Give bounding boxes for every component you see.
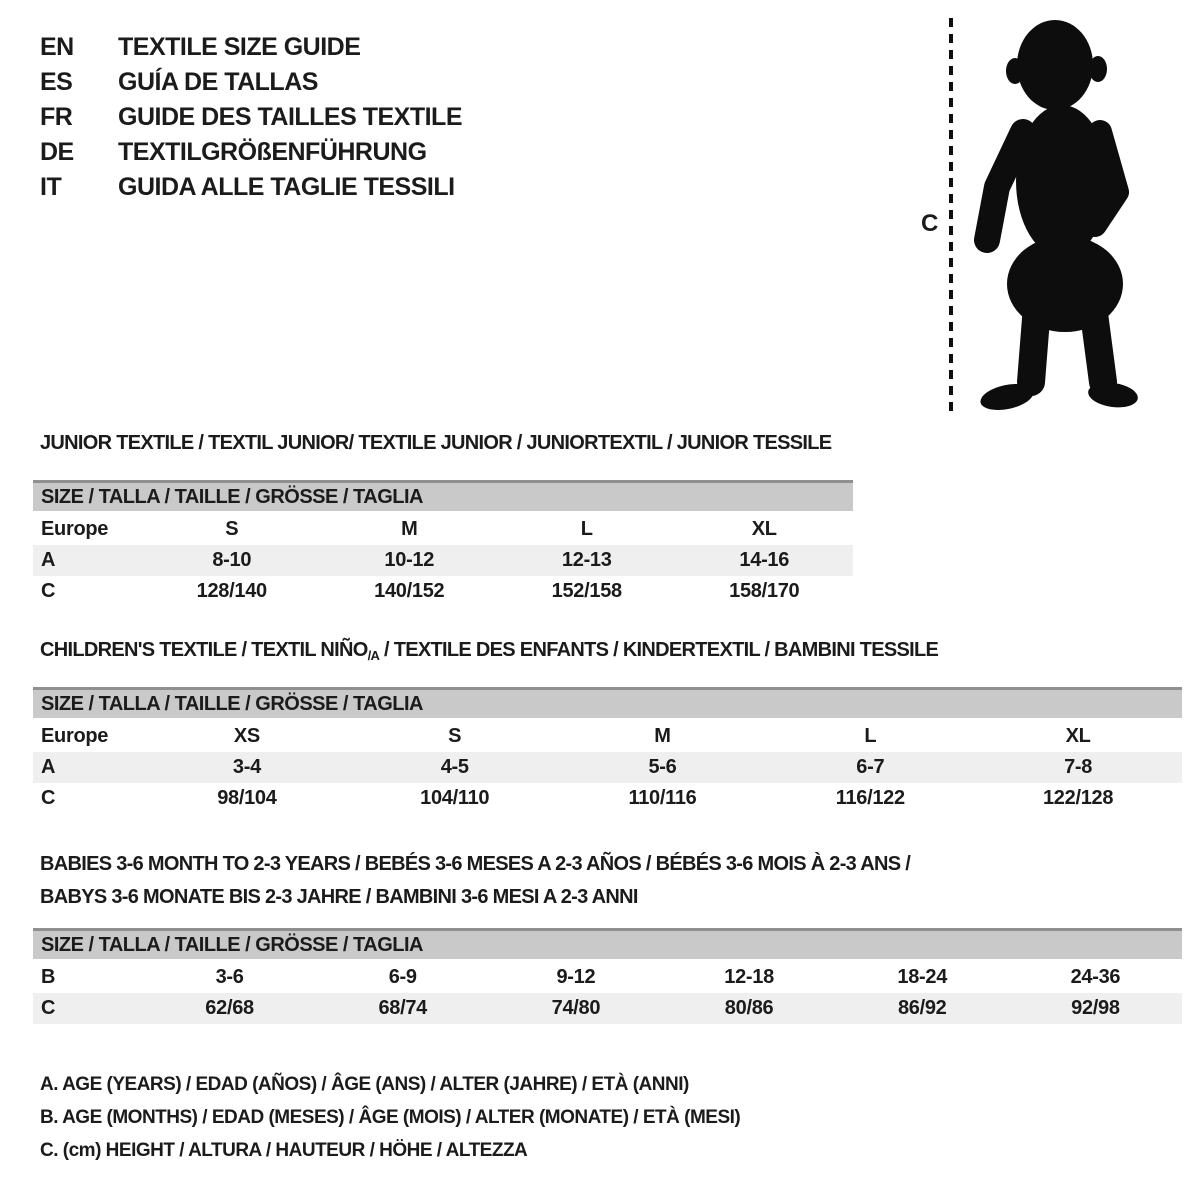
size-cell: L	[864, 725, 877, 747]
row-label: A	[41, 756, 56, 778]
size-cell: XL	[751, 518, 777, 540]
row-label: C	[41, 787, 56, 809]
height-cell: 68/74	[378, 997, 428, 1019]
lang-code-it: IT	[40, 173, 62, 201]
table-row	[33, 752, 1182, 783]
age-cell: 5-6	[648, 756, 677, 778]
lang-code-es: ES	[40, 68, 73, 96]
size-cell: M	[401, 518, 418, 540]
babies-title-line1: BABIES 3-6 MONTH TO 2-3 YEARS / BEBÉS 3-6 MESES A 2-3 AÑOS / BÉBÉS 3-6 MOIS À 2-3 ANS /	[40, 853, 911, 875]
legend-line-b: B. AGE (MONTHS) / EDAD (MESES) / ÂGE (MOIS) / ALTER (MONATE) / ETÀ (MESI)	[40, 1107, 741, 1128]
height-cell: 152/158	[551, 580, 622, 602]
size-cell: XL	[1065, 725, 1091, 747]
lang-code-en: EN	[40, 33, 74, 61]
babies-section-title	[40, 848, 910, 914]
height-cell: 86/92	[897, 997, 947, 1019]
row-label: Europe	[41, 725, 109, 747]
legend-line-a: A. AGE (YEARS) / EDAD (AÑOS) / ÂGE (ANS) / ALTER (JAHRE) / ETÀ (ANNI)	[40, 1074, 689, 1095]
age-cell: 3-4	[232, 756, 261, 778]
age-cell: 12-13	[561, 549, 612, 571]
height-cell: 116/122	[835, 787, 905, 809]
size-cell: XS	[233, 725, 260, 747]
size-cell: S	[448, 725, 462, 747]
age-cell: 4-5	[440, 756, 469, 778]
height-cell: 74/80	[551, 997, 601, 1019]
height-cell: 92/98	[1071, 997, 1120, 1019]
height-cell: 62/68	[205, 997, 254, 1019]
size-cell: M	[654, 725, 671, 747]
age-cell: 12-18	[724, 966, 774, 988]
size-cell: L	[580, 518, 593, 540]
age-cell: 14-16	[739, 549, 790, 571]
row-label: C	[41, 997, 56, 1019]
height-cell: 158/170	[729, 580, 800, 602]
guide-title-fr: GUIDE DES TAILLES TEXTILE	[118, 103, 463, 131]
children-title-pre: CHILDREN'S TEXTILE / TEXTIL NIÑO	[40, 639, 368, 661]
height-cell: 98/104	[217, 787, 277, 809]
table-row	[33, 962, 1182, 993]
children-section-title	[40, 639, 938, 663]
babies-title-line2: BABYS 3-6 MONATE BIS 2-3 JAHRE / BAMBINI 3-6 MESI A 2-3 ANNI	[40, 886, 638, 908]
children-size-table	[33, 687, 1182, 814]
lang-code-de: DE	[40, 138, 74, 166]
height-cell: 104/110	[420, 787, 490, 809]
table-row	[33, 783, 1182, 814]
size-cell: S	[225, 518, 239, 540]
size-header-band: SIZE / TALLA / TAILLE / GRÖSSE / TAGLIA	[33, 928, 1182, 959]
measure-legend	[40, 1068, 740, 1167]
table-row	[33, 576, 853, 607]
guide-title-de: TEXTILGRÖßENFÜHRUNG	[118, 138, 427, 166]
legend-line-c: C. (cm) HEIGHT / ALTURA / HAUTEUR / HÖHE / ALTEZZA	[40, 1140, 528, 1161]
junior-section-title: JUNIOR TEXTILE / TEXTIL JUNIOR/ TEXTILE JUNIOR / JUNIORTEXTIL / JUNIOR TESSILE	[40, 432, 832, 454]
babies-size-table	[33, 928, 1182, 1024]
age-cell: 3-6	[215, 966, 244, 988]
age-cell: 8-10	[212, 549, 252, 571]
height-measure-figure	[915, 12, 1145, 422]
age-cell: 24-36	[1070, 966, 1121, 988]
guide-title-it: GUIDA ALLE TAGLIE TESSILI	[118, 173, 455, 201]
toddler-silhouette	[978, 20, 1139, 414]
table-row	[33, 993, 1182, 1024]
toddler-silhouette-icon	[915, 12, 1145, 422]
children-title-post: / TEXTILE DES ENFANTS / KINDERTEXTIL / BAMBINI TESSILE	[379, 639, 939, 661]
height-cell: 140/152	[374, 580, 445, 602]
height-cell: 80/86	[724, 997, 774, 1019]
height-cell: 110/116	[628, 787, 697, 809]
height-cell: 122/128	[1042, 787, 1114, 809]
table-row	[33, 721, 1182, 752]
guide-title-es: GUÍA DE TALLAS	[118, 68, 318, 96]
age-cell: 7-8	[1064, 756, 1093, 778]
age-cell: 18-24	[897, 966, 948, 988]
table-row	[33, 545, 853, 576]
row-label: A	[41, 549, 56, 571]
table-row	[33, 514, 853, 545]
age-cell: 6-9	[388, 966, 417, 988]
age-cell: 9-12	[556, 966, 596, 988]
row-label: B	[41, 966, 56, 988]
row-label: Europe	[41, 518, 109, 540]
row-label: C	[41, 580, 56, 602]
children-title-sub: /A	[367, 648, 380, 663]
junior-size-table	[33, 480, 853, 607]
lang-code-fr: FR	[40, 103, 73, 131]
age-cell: 10-12	[384, 549, 435, 571]
age-cell: 6-7	[856, 756, 885, 778]
language-title-list	[40, 30, 462, 205]
measure-c-label: C	[921, 210, 939, 237]
height-cell: 128/140	[196, 580, 267, 602]
size-header-band: SIZE / TALLA / TAILLE / GRÖSSE / TAGLIA	[33, 687, 1182, 718]
guide-title-en: TEXTILE SIZE GUIDE	[118, 33, 361, 61]
size-header-band: SIZE / TALLA / TAILLE / GRÖSSE / TAGLIA	[33, 480, 853, 511]
